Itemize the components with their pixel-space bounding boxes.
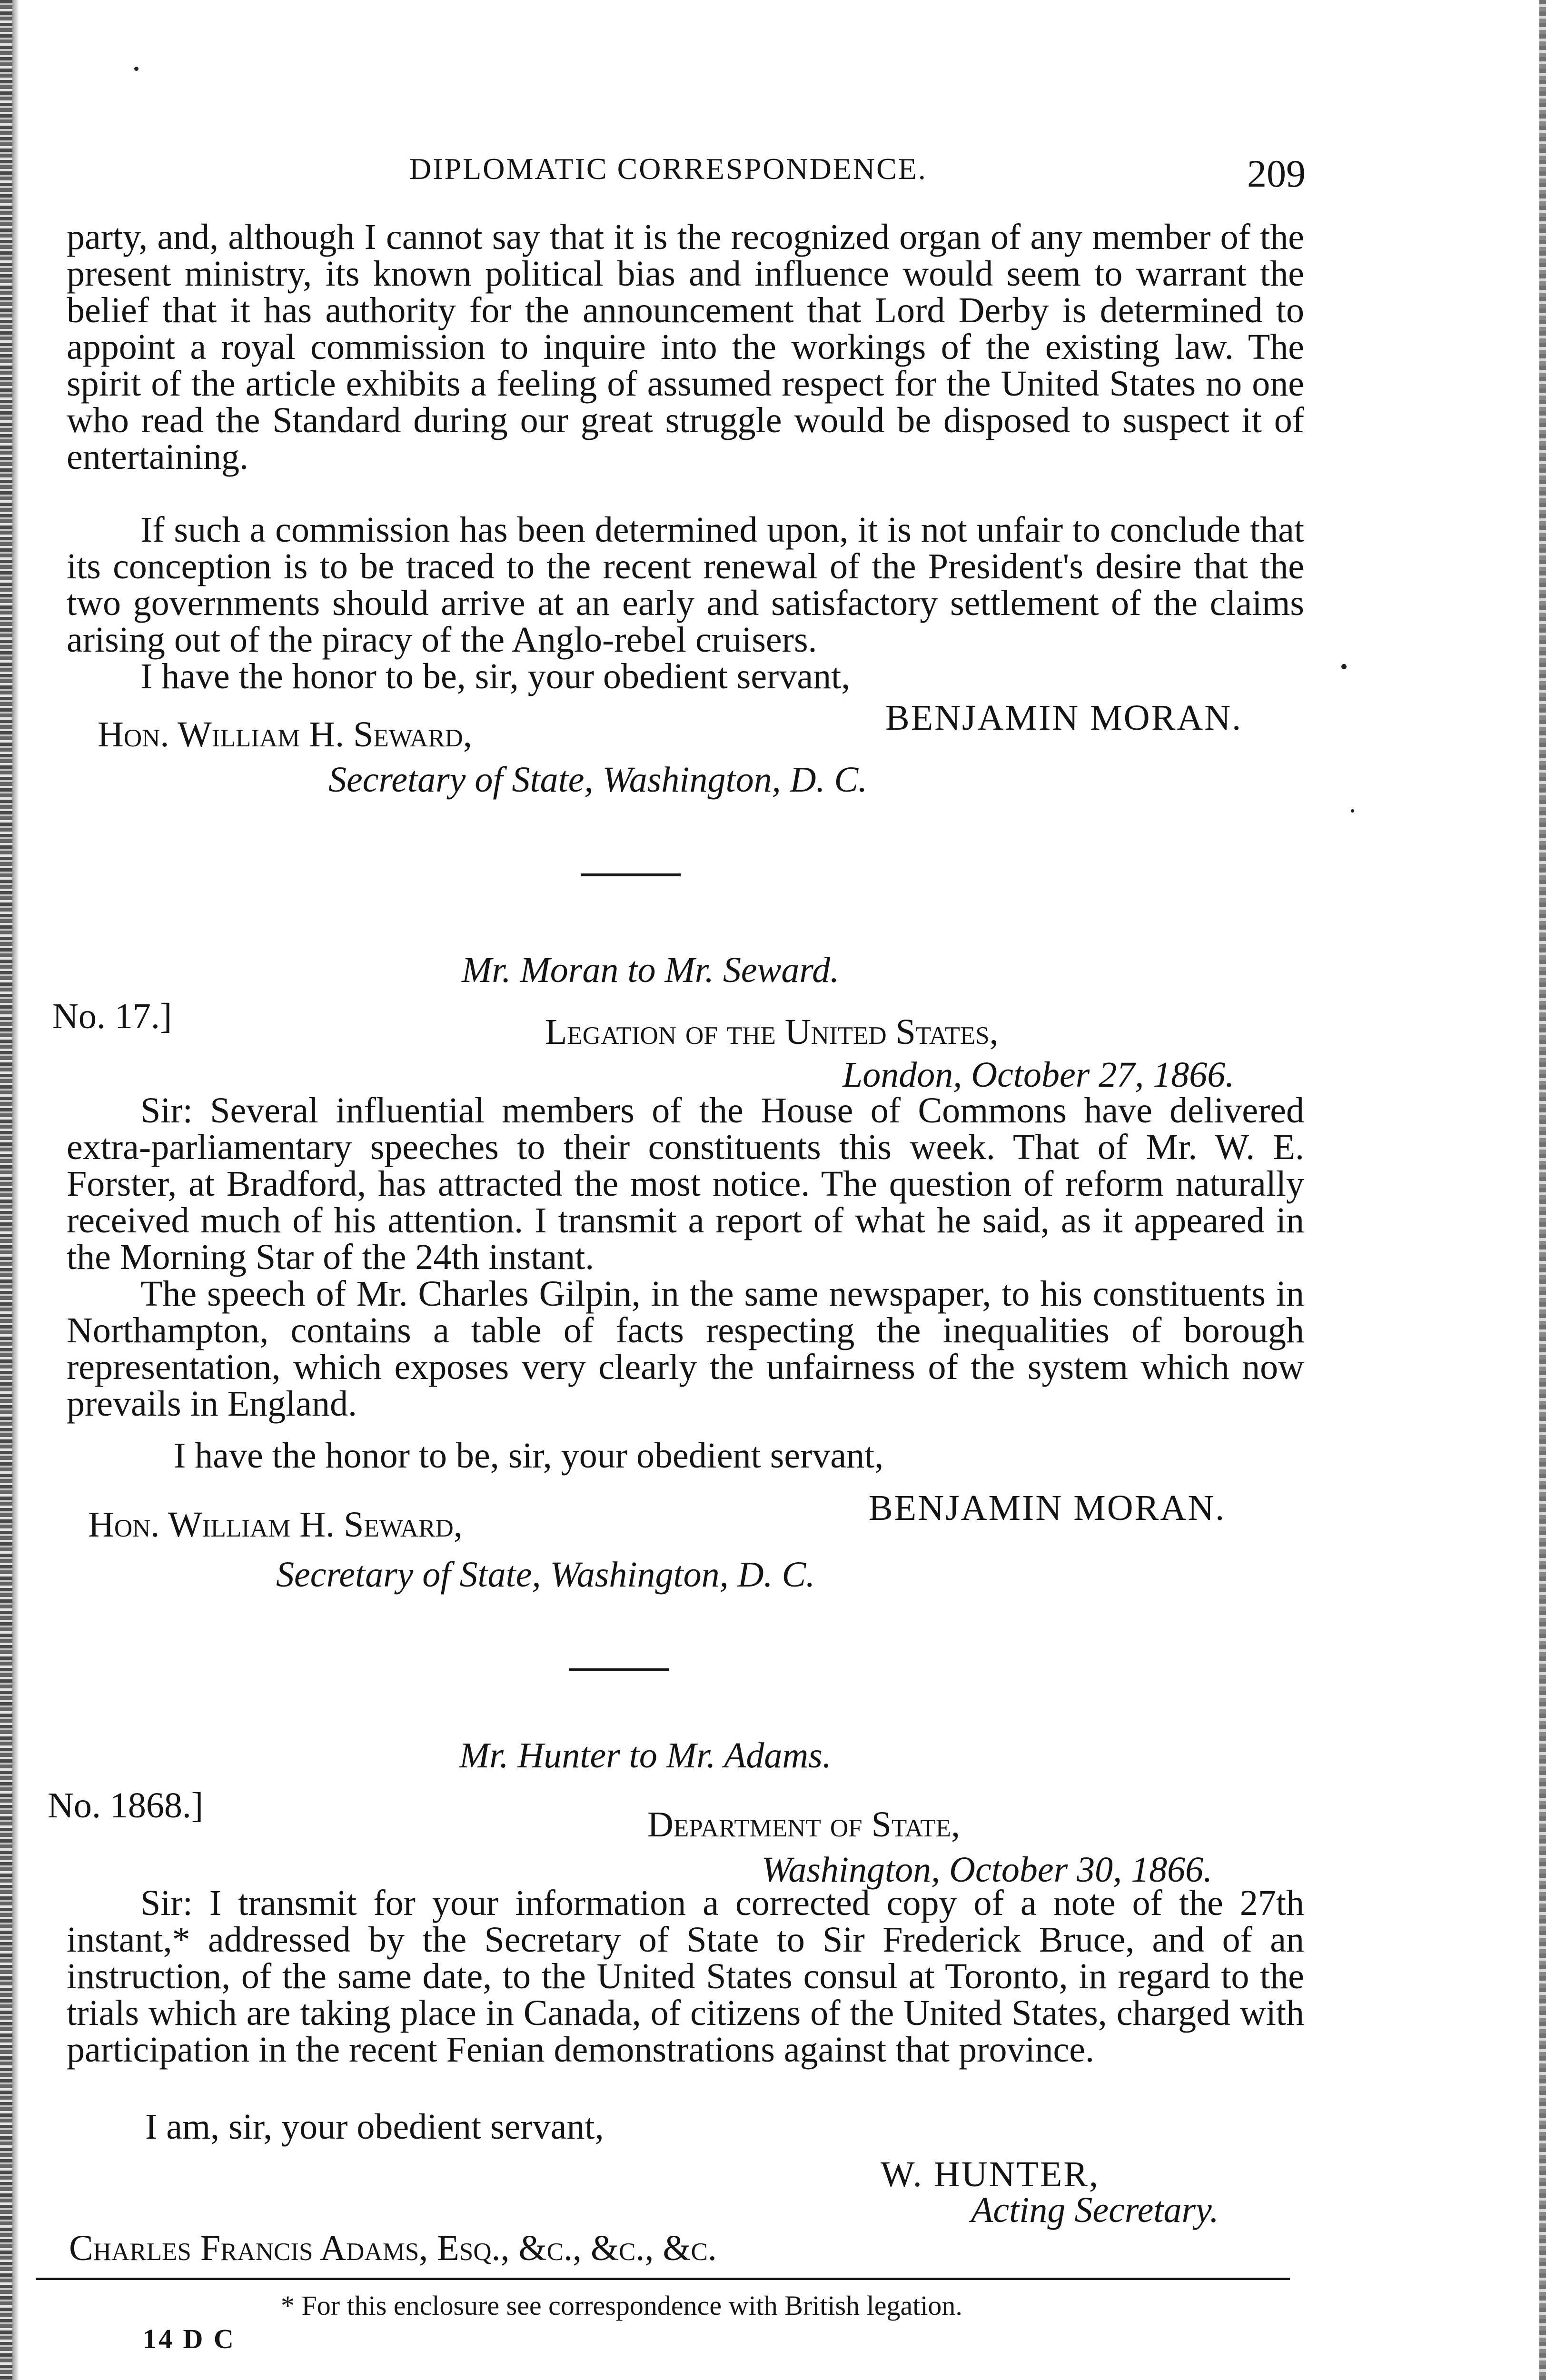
letter1-addressee-title: Secretary of State, Washington, D. C.: [328, 760, 868, 800]
letter2-paragraph-2: The speech of Mr. Charles Gilpin, in the same newspaper, to his constituents in Northampton, contains a table of facts respecting the inequalities of borough representation, which exposes very clearly the unfairness of the system which now prevails in England.: [67, 1274, 1304, 1424]
letter3-heading: Mr. Hunter to Mr. Adams.: [459, 1735, 832, 1775]
letter3-closing: I am, sir, your obedient servant,: [145, 2107, 604, 2147]
letter2-addressee-title: Secretary of State, Washington, D. C.: [276, 1555, 815, 1595]
letter3-place-date: Washington, October 30, 1866.: [762, 1850, 1213, 1890]
letter3-signature-title: Acting Secretary.: [971, 2190, 1219, 2230]
ink-speck: [1351, 809, 1354, 813]
letter3-origin: Department of State,: [647, 1805, 961, 1844]
page-binding-edge: [0, 0, 12, 2380]
letter2-closing: I have the honor to be, sir, your obedient servant,: [174, 1436, 884, 1476]
page-number: 209: [1247, 152, 1306, 195]
signature-mark: 14 D C: [143, 2323, 236, 2354]
separator-rule: [569, 1668, 669, 1671]
footnote-rule: [36, 2278, 1290, 2280]
letter1-closing: I have the honor to be, sir, your obedient servant,: [140, 656, 851, 696]
letter1-signature: BENJAMIN MORAN.: [885, 698, 1243, 738]
running-title: DIPLOMATIC CORRESPONDENCE.: [409, 152, 927, 186]
separator-rule: [581, 873, 681, 876]
page-binding-shadow: [12, 0, 19, 2380]
letter3-addressee: Charles Francis Adams, Esq., &c., &c., &c.: [69, 2228, 717, 2268]
letter2-place-date: London, October 27, 1866.: [842, 1055, 1235, 1095]
letter3-number: No. 1868.]: [48, 1785, 204, 1825]
letter3-paragraph-1: Sir: I transmit for your information a corrected copy of a note of the 27th instant,* addressed by the Secretary of State to Sir Frederick Bruce, and of an instruction, of the same date, to the United States consul at Toronto, in regard to the trials which are taking place in Canada, of citizens of the United States, charged with participation in the recent Fenian demonstrations against that province.: [67, 1883, 1304, 2070]
letter1-paragraph-1: party, and, although I cannot say that it is the recognized organ of any member of the present ministry, its known political bias and influence would seem to warrant the belief that it has authority for the announcement that Lord Derby is determined to appoint a royal commission to inquire into the workings of the existing law. The spirit of the article exhibits a feeling of assumed respect for the United States no one who read the Standard during our great struggle would be disposed to suspect it of entertaining.: [67, 217, 1304, 477]
page-right-edge: [1539, 0, 1546, 2380]
letter2-addressee-name: Hon. William H. Seward,: [88, 1505, 463, 1545]
letter1-paragraph-2: If such a commission has been determined upon, it is not unfair to conclude that its conception is to be traced to the recent renewal of the President's desire that the two governments should arrive at an early and satisfactory settlement of the claims arising out of the piracy of the Anglo-rebel cruisers.: [67, 510, 1304, 660]
letter2-origin: Legation of the United States,: [545, 1012, 999, 1052]
footnote: * For this enclosure see correspondence with British legation.: [281, 2290, 962, 2321]
ink-speck: [134, 67, 139, 71]
letter3-signature: W. HUNTER,: [881, 2154, 1100, 2194]
ink-speck: [1341, 664, 1347, 669]
letter2-signature: BENJAMIN MORAN.: [869, 1488, 1226, 1528]
letter1-addressee-name: Hon. William H. Seward,: [98, 714, 472, 754]
letter2-number: No. 17.]: [52, 996, 172, 1036]
letter2-heading: Mr. Moran to Mr. Seward.: [462, 950, 840, 990]
letter2-paragraph-1: Sir: Several influential members of the House of Commons have delivered extra-parliamentary speeches to their constituents this week. That of Mr. W. E. Forster, at Bradford, has attracted the most notice. The question of reform naturally received much of his attention. I transmit a report of what he said, as it appeared in the Morning Star of the 24th instant.: [67, 1091, 1304, 1277]
